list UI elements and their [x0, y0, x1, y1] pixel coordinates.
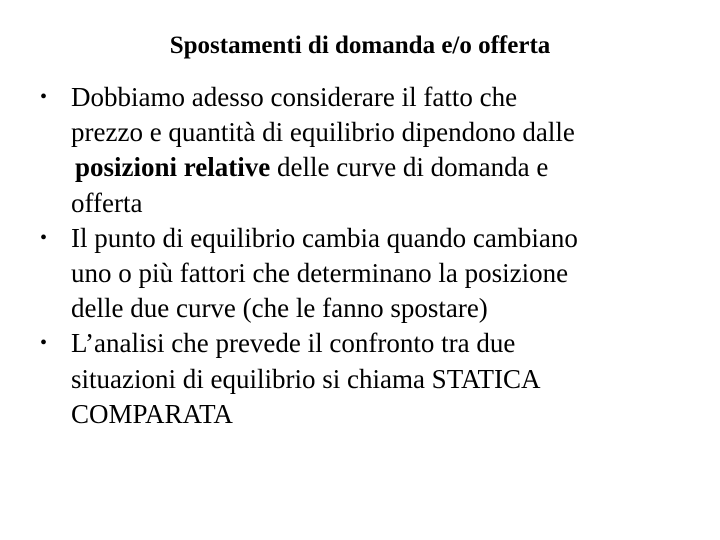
- emphasis-text: posizioni relative: [75, 152, 271, 183]
- bullet-item-2: [40, 221, 710, 327]
- bullet-icon: •: [40, 86, 48, 108]
- slide-title: Spostamenti di domanda e/o offerta: [169, 32, 551, 59]
- bullet-3-line-3: COMPARATA: [71, 398, 233, 429]
- bullet-item-1: [40, 80, 710, 221]
- bullet-item-3: [40, 326, 710, 432]
- bullet-1-line-1: Dobbiamo adesso considerare il fatto che: [71, 82, 518, 112]
- bullet-1-line-3-rest: delle curve di domanda e: [270, 152, 549, 183]
- bullet-icon: •: [40, 226, 48, 249]
- bullet-2-line-1: Il punto di equilibrio cambia quando cambiano: [71, 222, 578, 253]
- bullet-1-line-4: offerta: [71, 187, 143, 218]
- bullet-3-line-1: L’analisi che prevede il confronto tra due: [71, 328, 516, 359]
- bullet-2-line-3: delle due curve (che le fanno spostare): [71, 293, 488, 324]
- bullet-2-line-2: uno o più fattori che determinano la posizione: [71, 258, 569, 289]
- bullet-list: [40, 80, 710, 432]
- bullet-1-line-3: [71, 150, 710, 185]
- bullet-1-line-2: prezzo e quantità di equilibrio dipendono dalle: [71, 117, 575, 148]
- bullet-3-line-2: situazioni di equilibrio si chiama STATICA: [71, 363, 541, 394]
- bullet-icon: •: [40, 332, 48, 355]
